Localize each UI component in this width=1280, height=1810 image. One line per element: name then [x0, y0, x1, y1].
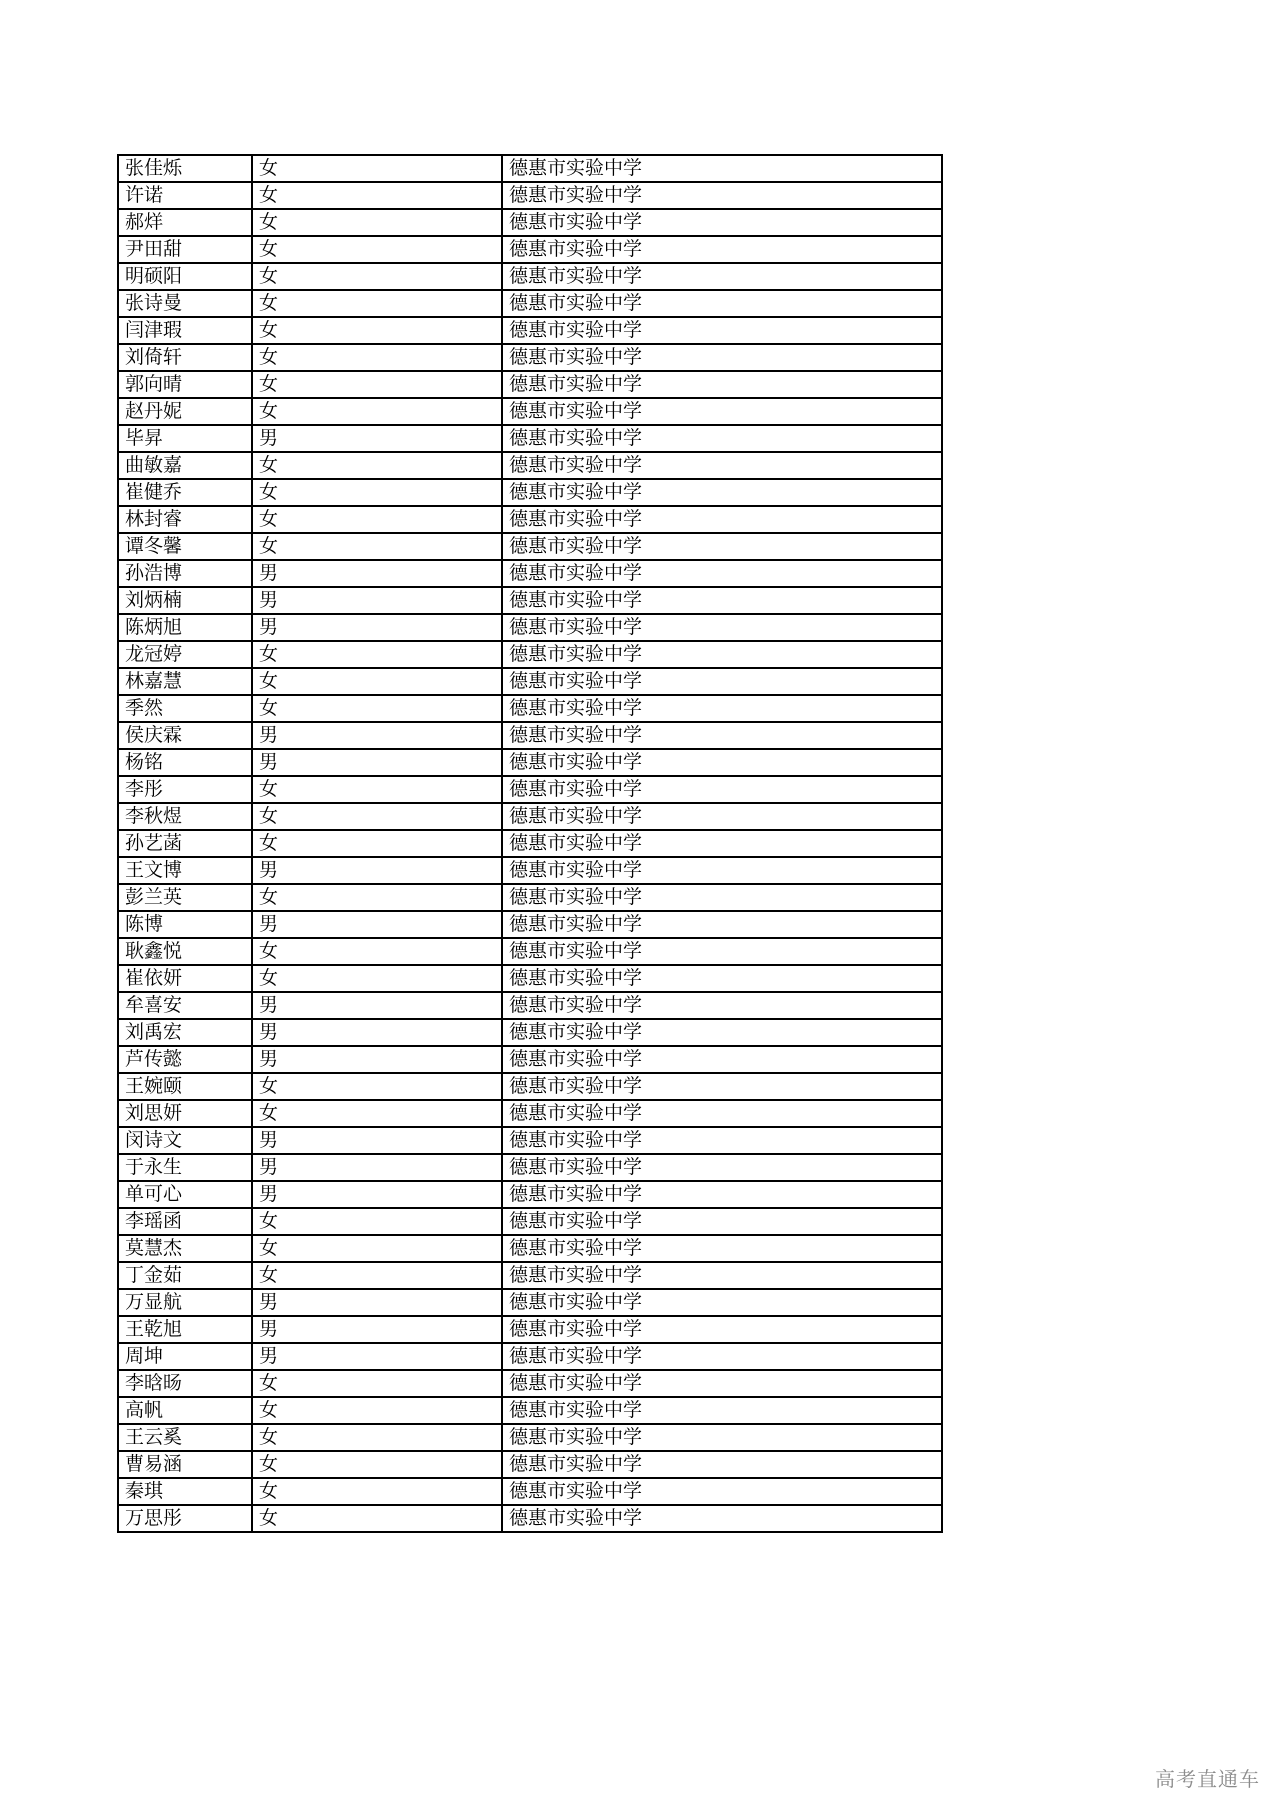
- school-cell: 德惠市实验中学: [502, 1424, 942, 1451]
- table-row: [118, 965, 942, 992]
- gender-cell: 女: [252, 344, 502, 371]
- table-row: [118, 776, 942, 803]
- name-cell: 孙浩博: [118, 560, 252, 587]
- student-table: [117, 154, 943, 1533]
- watermark: 高考直通车: [1155, 1767, 1260, 1791]
- gender-cell: 女: [252, 830, 502, 857]
- table-row: [118, 1424, 942, 1451]
- table-row: [118, 1127, 942, 1154]
- name-cell: 谭冬馨: [118, 533, 252, 560]
- name-cell: 于永生: [118, 1154, 252, 1181]
- table-row: [118, 236, 942, 263]
- name-cell: 莫慧杰: [118, 1235, 252, 1262]
- table-row: [118, 1478, 942, 1505]
- gender-cell: 女: [252, 452, 502, 479]
- student-table-body: [118, 155, 942, 1532]
- table-row: [118, 1235, 942, 1262]
- gender-cell: 女: [252, 398, 502, 425]
- table-row: [118, 695, 942, 722]
- table-row: [118, 1046, 942, 1073]
- table-row: [118, 1370, 942, 1397]
- table-row: [118, 425, 942, 452]
- table-row: [118, 803, 942, 830]
- school-cell: 德惠市实验中学: [502, 1019, 942, 1046]
- name-cell: 芦传懿: [118, 1046, 252, 1073]
- school-cell: 德惠市实验中学: [502, 1343, 942, 1370]
- school-cell: 德惠市实验中学: [502, 1154, 942, 1181]
- name-cell: 秦琪: [118, 1478, 252, 1505]
- gender-cell: 女: [252, 776, 502, 803]
- school-cell: 德惠市实验中学: [502, 884, 942, 911]
- gender-cell: 女: [252, 965, 502, 992]
- table-row: [118, 1073, 942, 1100]
- name-cell: 刘思妍: [118, 1100, 252, 1127]
- school-cell: 德惠市实验中学: [502, 290, 942, 317]
- name-cell: 王婉颐: [118, 1073, 252, 1100]
- name-cell: 侯庆霖: [118, 722, 252, 749]
- school-cell: 德惠市实验中学: [502, 695, 942, 722]
- school-cell: 德惠市实验中学: [502, 1397, 942, 1424]
- name-cell: 崔健乔: [118, 479, 252, 506]
- name-cell: 王云奚: [118, 1424, 252, 1451]
- gender-cell: 女: [252, 1397, 502, 1424]
- name-cell: 崔依妍: [118, 965, 252, 992]
- school-cell: 德惠市实验中学: [502, 479, 942, 506]
- school-cell: 德惠市实验中学: [502, 1289, 942, 1316]
- gender-cell: 女: [252, 1262, 502, 1289]
- gender-cell: 女: [252, 479, 502, 506]
- name-cell: 张诗曼: [118, 290, 252, 317]
- gender-cell: 男: [252, 560, 502, 587]
- table-row: [118, 344, 942, 371]
- school-cell: 德惠市实验中学: [502, 1127, 942, 1154]
- gender-cell: 女: [252, 317, 502, 344]
- gender-cell: 男: [252, 1316, 502, 1343]
- gender-cell: 女: [252, 506, 502, 533]
- gender-cell: 男: [252, 425, 502, 452]
- school-cell: 德惠市实验中学: [502, 1370, 942, 1397]
- table-row: [118, 290, 942, 317]
- gender-cell: 女: [252, 1370, 502, 1397]
- gender-cell: 男: [252, 614, 502, 641]
- gender-cell: 女: [252, 668, 502, 695]
- name-cell: 季然: [118, 695, 252, 722]
- name-cell: 李彤: [118, 776, 252, 803]
- name-cell: 林封睿: [118, 506, 252, 533]
- name-cell: 孙艺菡: [118, 830, 252, 857]
- table-row: [118, 830, 942, 857]
- school-cell: 德惠市实验中学: [502, 992, 942, 1019]
- gender-cell: 男: [252, 722, 502, 749]
- name-cell: 尹田甜: [118, 236, 252, 263]
- school-cell: 德惠市实验中学: [502, 560, 942, 587]
- school-cell: 德惠市实验中学: [502, 1505, 942, 1532]
- table-row: [118, 1289, 942, 1316]
- school-cell: 德惠市实验中学: [502, 1235, 942, 1262]
- gender-cell: 女: [252, 263, 502, 290]
- gender-cell: 男: [252, 749, 502, 776]
- school-cell: 德惠市实验中学: [502, 1208, 942, 1235]
- gender-cell: 女: [252, 695, 502, 722]
- school-cell: 德惠市实验中学: [502, 749, 942, 776]
- gender-cell: 女: [252, 1505, 502, 1532]
- gender-cell: 女: [252, 884, 502, 911]
- name-cell: 刘炳楠: [118, 587, 252, 614]
- gender-cell: 女: [252, 290, 502, 317]
- name-cell: 龙冠婷: [118, 641, 252, 668]
- gender-cell: 男: [252, 587, 502, 614]
- table-row: [118, 938, 942, 965]
- table-row: [118, 1154, 942, 1181]
- school-cell: 德惠市实验中学: [502, 614, 942, 641]
- table-row: [118, 1181, 942, 1208]
- table-row: [118, 1505, 942, 1532]
- school-cell: 德惠市实验中学: [502, 317, 942, 344]
- name-cell: 刘禹宏: [118, 1019, 252, 1046]
- school-cell: 德惠市实验中学: [502, 668, 942, 695]
- table-row: [118, 1316, 942, 1343]
- gender-cell: 男: [252, 1181, 502, 1208]
- gender-cell: 女: [252, 1100, 502, 1127]
- name-cell: 张佳烁: [118, 155, 252, 182]
- table-row: [118, 1343, 942, 1370]
- school-cell: 德惠市实验中学: [502, 398, 942, 425]
- table-row: [118, 614, 942, 641]
- table-row: [118, 722, 942, 749]
- school-cell: 德惠市实验中学: [502, 641, 942, 668]
- school-cell: 德惠市实验中学: [502, 182, 942, 209]
- table-row: [118, 857, 942, 884]
- name-cell: 许诺: [118, 182, 252, 209]
- name-cell: 彭兰英: [118, 884, 252, 911]
- table-row: [118, 182, 942, 209]
- gender-cell: 女: [252, 1208, 502, 1235]
- name-cell: 万思彤: [118, 1505, 252, 1532]
- gender-cell: 男: [252, 911, 502, 938]
- table-row: [118, 587, 942, 614]
- name-cell: 明硕阳: [118, 263, 252, 290]
- school-cell: 德惠市实验中学: [502, 371, 942, 398]
- gender-cell: 女: [252, 1451, 502, 1478]
- table-row: [118, 209, 942, 236]
- gender-cell: 女: [252, 209, 502, 236]
- school-cell: 德惠市实验中学: [502, 533, 942, 560]
- table-row: [118, 317, 942, 344]
- gender-cell: 男: [252, 1127, 502, 1154]
- gender-cell: 女: [252, 155, 502, 182]
- gender-cell: 女: [252, 1235, 502, 1262]
- table-row: [118, 641, 942, 668]
- table-row: [118, 560, 942, 587]
- gender-cell: 男: [252, 1154, 502, 1181]
- table-row: [118, 749, 942, 776]
- table-row: [118, 506, 942, 533]
- school-cell: 德惠市实验中学: [502, 965, 942, 992]
- name-cell: 郝烊: [118, 209, 252, 236]
- name-cell: 单可心: [118, 1181, 252, 1208]
- table-row: [118, 1019, 942, 1046]
- table-row: [118, 479, 942, 506]
- name-cell: 丁金茹: [118, 1262, 252, 1289]
- table-row: [118, 1397, 942, 1424]
- gender-cell: 女: [252, 1073, 502, 1100]
- name-cell: 毕昇: [118, 425, 252, 452]
- name-cell: 曹易涵: [118, 1451, 252, 1478]
- gender-cell: 男: [252, 1289, 502, 1316]
- school-cell: 德惠市实验中学: [502, 1100, 942, 1127]
- school-cell: 德惠市实验中学: [502, 425, 942, 452]
- gender-cell: 女: [252, 1424, 502, 1451]
- name-cell: 杨铭: [118, 749, 252, 776]
- name-cell: 高帆: [118, 1397, 252, 1424]
- school-cell: 德惠市实验中学: [502, 1316, 942, 1343]
- school-cell: 德惠市实验中学: [502, 1262, 942, 1289]
- gender-cell: 男: [252, 1019, 502, 1046]
- gender-cell: 女: [252, 803, 502, 830]
- table-row: [118, 884, 942, 911]
- name-cell: 郭向晴: [118, 371, 252, 398]
- table-row: [118, 992, 942, 1019]
- school-cell: 德惠市实验中学: [502, 452, 942, 479]
- name-cell: 李瑶函: [118, 1208, 252, 1235]
- gender-cell: 男: [252, 1343, 502, 1370]
- table-row: [118, 263, 942, 290]
- name-cell: 周坤: [118, 1343, 252, 1370]
- table-row: [118, 533, 942, 560]
- school-cell: 德惠市实验中学: [502, 1046, 942, 1073]
- school-cell: 德惠市实验中学: [502, 857, 942, 884]
- name-cell: 刘倚轩: [118, 344, 252, 371]
- name-cell: 万显航: [118, 1289, 252, 1316]
- gender-cell: 女: [252, 1478, 502, 1505]
- table-row: [118, 371, 942, 398]
- name-cell: 陈炳旭: [118, 614, 252, 641]
- table-row: [118, 398, 942, 425]
- name-cell: 李晗旸: [118, 1370, 252, 1397]
- school-cell: 德惠市实验中学: [502, 1073, 942, 1100]
- school-cell: 德惠市实验中学: [502, 236, 942, 263]
- school-cell: 德惠市实验中学: [502, 830, 942, 857]
- name-cell: 耿鑫悦: [118, 938, 252, 965]
- table-row: [118, 668, 942, 695]
- table-row: [118, 1100, 942, 1127]
- name-cell: 王文博: [118, 857, 252, 884]
- school-cell: 德惠市实验中学: [502, 911, 942, 938]
- name-cell: 赵丹妮: [118, 398, 252, 425]
- school-cell: 德惠市实验中学: [502, 938, 942, 965]
- gender-cell: 男: [252, 1046, 502, 1073]
- table-row: [118, 1451, 942, 1478]
- name-cell: 林嘉慧: [118, 668, 252, 695]
- school-cell: 德惠市实验中学: [502, 344, 942, 371]
- school-cell: 德惠市实验中学: [502, 803, 942, 830]
- school-cell: 德惠市实验中学: [502, 209, 942, 236]
- school-cell: 德惠市实验中学: [502, 1451, 942, 1478]
- school-cell: 德惠市实验中学: [502, 155, 942, 182]
- name-cell: 王乾旭: [118, 1316, 252, 1343]
- name-cell: 闵诗文: [118, 1127, 252, 1154]
- table-row: [118, 911, 942, 938]
- gender-cell: 女: [252, 641, 502, 668]
- gender-cell: 女: [252, 938, 502, 965]
- gender-cell: 女: [252, 236, 502, 263]
- table-row: [118, 1208, 942, 1235]
- school-cell: 德惠市实验中学: [502, 1478, 942, 1505]
- school-cell: 德惠市实验中学: [502, 776, 942, 803]
- school-cell: 德惠市实验中学: [502, 1181, 942, 1208]
- gender-cell: 女: [252, 182, 502, 209]
- name-cell: 曲敏嘉: [118, 452, 252, 479]
- name-cell: 陈博: [118, 911, 252, 938]
- gender-cell: 女: [252, 533, 502, 560]
- school-cell: 德惠市实验中学: [502, 506, 942, 533]
- school-cell: 德惠市实验中学: [502, 587, 942, 614]
- table-row: [118, 1262, 942, 1289]
- gender-cell: 女: [252, 371, 502, 398]
- table-row: [118, 452, 942, 479]
- gender-cell: 男: [252, 857, 502, 884]
- gender-cell: 男: [252, 992, 502, 1019]
- name-cell: 牟喜安: [118, 992, 252, 1019]
- table-row: [118, 155, 942, 182]
- school-cell: 德惠市实验中学: [502, 722, 942, 749]
- school-cell: 德惠市实验中学: [502, 263, 942, 290]
- name-cell: 闫津瑕: [118, 317, 252, 344]
- name-cell: 李秋煜: [118, 803, 252, 830]
